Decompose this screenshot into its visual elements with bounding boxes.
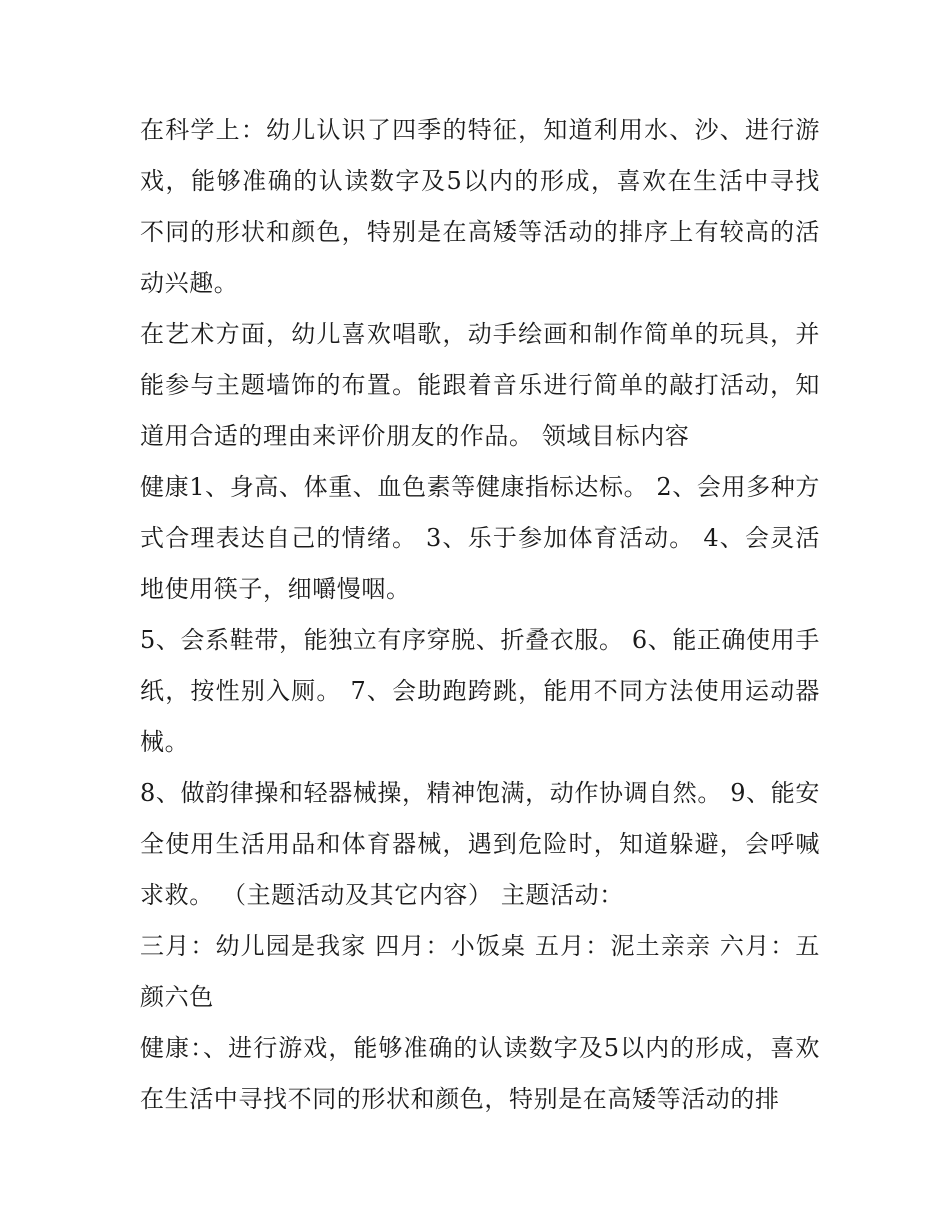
paragraph-health-goals-1: 健康1、身高、体重、血色素等健康指标达标。 2、会用多种方式合理表达自己的情绪。 3、乐于参加体育活动。 4、会灵活地使用筷子，细嚼慢咽。	[140, 473, 820, 603]
paragraph-science: 在科学上：幼儿认识了四季的特征，知道利用水、沙、进行游戏，能够准确的认读数字及5以内的形成，喜欢在生活中寻找不同的形状和颜色，特别是在高矮等活动的排序上有较高的活动兴趣。	[140, 116, 820, 297]
paragraph-monthly-themes: 三月：幼儿园是我家 四月：小饭桌 五月：泥土亲亲 六月：五颜六色	[140, 932, 820, 1011]
paragraph-health-summary: 健康：、进行游戏，能够准确的认读数字及5以内的形成，喜欢在生活中寻找不同的形状和颜色，特别是在高矮等活动的排	[140, 1034, 820, 1113]
paragraph-health-goals-2: 5、会系鞋带，能独立有序穿脱、折叠衣服。 6、能正确使用手纸，按性别入厕。 7、会助跑跨跳，能用不同方法使用运动器械。	[140, 626, 820, 756]
paragraph-health-goals-3: 8、做韵律操和轻器械操，精神饱满，动作协调自然。 9、能安全使用生活用品和体育器械，遇到危险时，知道躲避，会呼喊求救。 （主题活动及其它内容） 主题活动：	[140, 779, 820, 909]
document-body	[140, 105, 820, 1125]
paragraph-art: 在艺术方面，幼儿喜欢唱歌，动手绘画和制作简单的玩具，并能参与主题墙饰的布置。能跟着音乐进行简单的敲打活动，知道用合适的理由来评价朋友的作品。 领域目标内容	[140, 320, 820, 450]
